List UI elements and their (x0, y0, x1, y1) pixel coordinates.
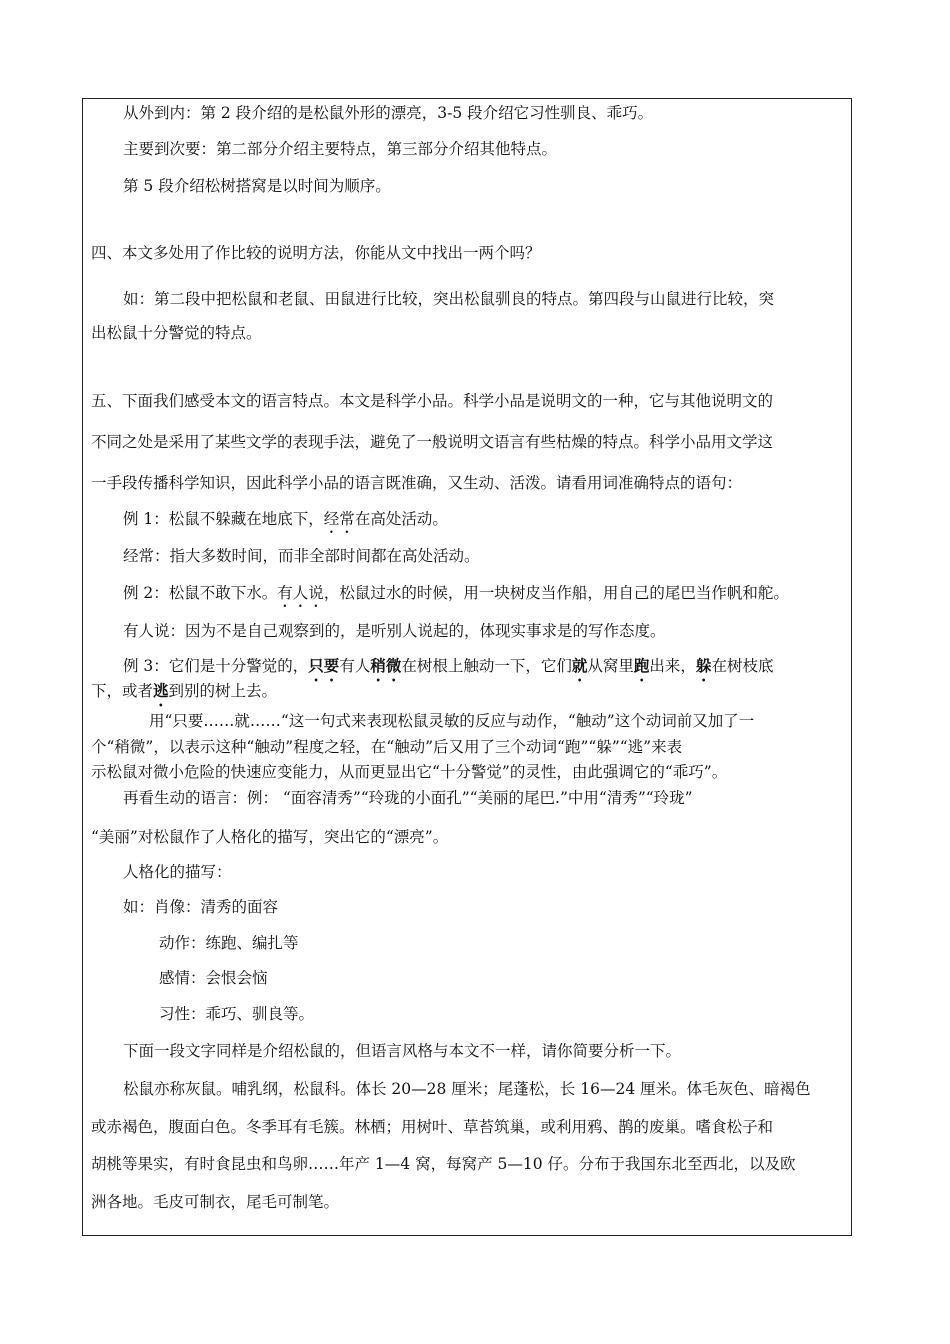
emphasized-word: 躲 (695, 656, 712, 675)
example-text: 在树枝底 (711, 657, 774, 675)
emphasized-word: 只要 (308, 656, 340, 675)
emphasized-word: 跑 (633, 656, 650, 675)
example-text: 例 1：松鼠不躲藏在地底下， (123, 510, 324, 528)
text-line: 或赤褐色，腹面白色。冬季耳有毛簇。林栖；用树叶、草苔筑巢，或利用鸦、鹊的废巢。嗜食松子和 (91, 1118, 774, 1136)
text-line: “美丽”对松鼠作了人格化的描写，突出它的“漂亮”。 (91, 828, 449, 846)
text-line: 主要到次要：第二部分介绍主要特点，第三部分介绍其他特点。 (123, 140, 558, 158)
emphasized-word: 经常 (323, 510, 355, 528)
example-three-cont (91, 681, 277, 710)
question-four: 四、本文多处用了作比较的说明方法，你能从文中找出一两个吗？ (91, 244, 541, 262)
emphasized-word: 稍微 (370, 656, 402, 675)
text-line: 一手段传播科学知识，因此科学小品的语言既准确，又生动、活泼。请看用词准确特点的语句： (91, 474, 743, 492)
text-line: 出松鼠十分警觉的特点。 (91, 324, 262, 342)
example-text: 例 3：它们是十分警觉的， (123, 657, 309, 675)
text-line: 松鼠亦称灰鼠。哺乳纲，松鼠科。体长 20—28 厘米；尾蓬松，长 16—24 厘米。体毛灰色、暗褐色 (123, 1080, 811, 1098)
text-line: 第 5 段介绍松树搭窝是以时间为顺序。 (123, 177, 391, 195)
text-line: 人格化的描写： (123, 863, 232, 881)
text-line: 个“稍微”，以表示这种“触动”程度之轻，在“触动”后又用了三个动词“跑”“躲”“逃”来表 (91, 738, 683, 756)
example-text: ，松鼠过水的时候，用一块树皮当作船，用自己的尾巴当作帆和舵。 (323, 584, 789, 602)
example-text: 下，或者 (91, 682, 154, 700)
text-line: 用“只要……就……“这一句式来表现松鼠灵敏的反应与动作，“触动”这个动词前又加了一 (149, 712, 755, 730)
text-line: 从外到内：第 2 段介绍的是松鼠外形的漂亮，3-5 段介绍它习性驯良、乖巧。 (123, 104, 654, 122)
text-line: 有人说：因为不是自己观察到的，是听别人说起的，体现实事求是的写作态度。 (123, 622, 666, 640)
example-text: 到别的树上去。 (168, 682, 278, 700)
text-line: 再看生动的语言：例： “面容清秀”“玲珑的小面孔”“美丽的尾巴.”中用“清秀”“玲珑” (123, 789, 693, 807)
question-five: 五、下面我们感受本文的语言特点。本文是科学小品。科学小品是说明文的一种，它与其他说明文的 (91, 392, 774, 410)
example-text: 从窝里 (587, 657, 634, 675)
example-text: 出来， (649, 657, 696, 675)
text-line: 如：第二段中把松鼠和老鼠、田鼠进行比较，突出松鼠驯良的特点。第四段与山鼠进行比较，突 (123, 290, 775, 308)
example-text: 在高处活动。 (354, 510, 448, 528)
emphasized-word: 就 (571, 656, 588, 675)
example-text: 例 2：松鼠不敢下水。 (123, 584, 278, 602)
example-text: 有人 (339, 657, 371, 675)
example-one (123, 509, 448, 537)
example-text: 在树根上触动一下，它们 (401, 657, 572, 675)
text-line: 习性：乖巧、驯良等。 (159, 1005, 315, 1023)
text-line: 动作：练跑、编扎等 (159, 934, 299, 952)
text-line: 示松鼠对微小危险的快速应变能力，从而更显出它“十分警觉”的灵性，由此强调它的“乖巧”。 (91, 763, 728, 781)
text-line: 经常：指大多数时间，而非全部时间都在高处活动。 (123, 547, 480, 565)
text-line: 洲各地。毛皮可制衣，尾毛可制笔。 (91, 1193, 340, 1211)
emphasized-word: 有人说 (277, 584, 324, 602)
text-line: 如：肖像：清秀的面容 (123, 898, 279, 916)
example-two (123, 583, 789, 611)
emphasized-word: 逃 (153, 681, 169, 700)
text-line: 胡桃等果实，有时食昆虫和鸟卵……年产 1—4 窝，每窝产 5—10 仔。分布于我国东北至西北，以及欧 (91, 1155, 796, 1173)
text-line: 感情：会恨会恼 (159, 969, 268, 987)
content-table-cell (82, 98, 852, 1236)
text-line: 不同之处是采用了某些文学的表现手法，避免了一般说明文语言有些枯燥的特点。科学小品用文学这 (91, 433, 774, 451)
text-line: 下面一段文字同样是介绍松鼠的，但语言风格与本文不一样，请你简要分析一下。 (123, 1042, 682, 1060)
